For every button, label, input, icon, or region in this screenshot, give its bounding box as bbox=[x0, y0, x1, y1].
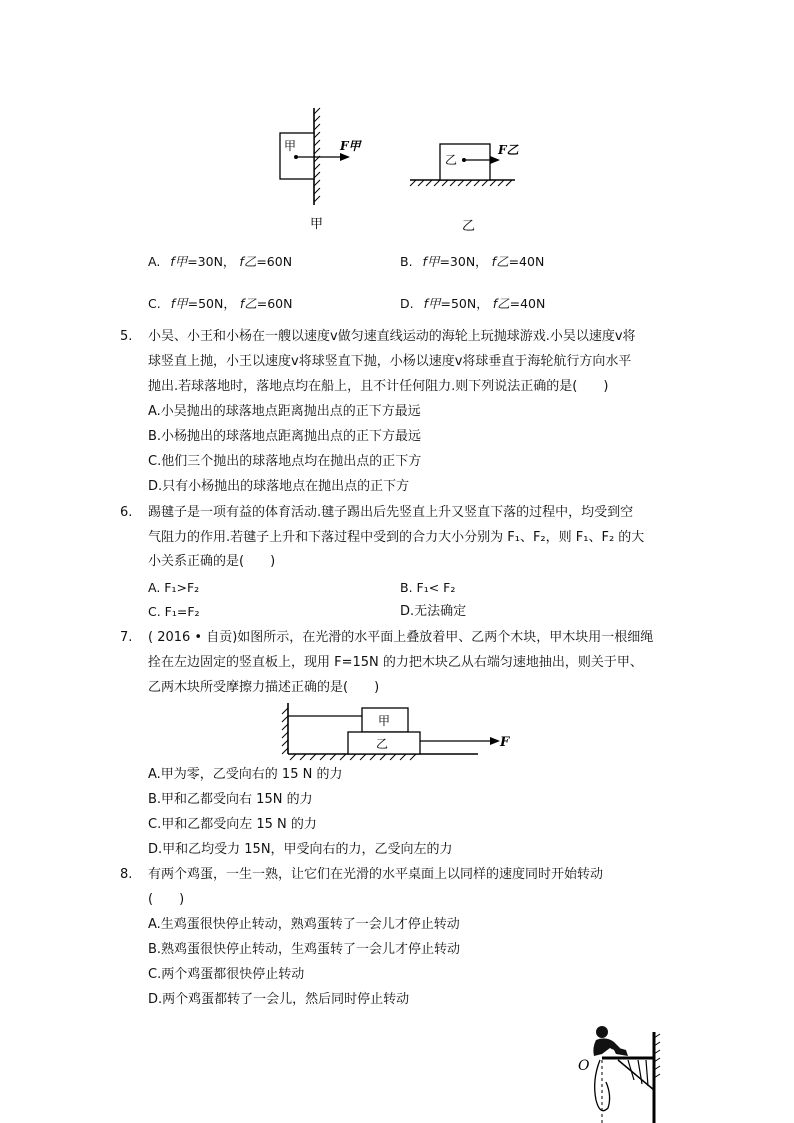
q6-option-d[interactable]: D.无法确定 bbox=[400, 604, 467, 619]
q7-option-d[interactable]: D.甲和乙均受力 15N，甲受向右的力，乙受向左的力 bbox=[148, 842, 453, 857]
q6-option-c[interactable]: C. F₁=F₂ bbox=[148, 604, 200, 619]
block-jia-label: 甲 bbox=[284, 139, 297, 153]
q8-option-a[interactable]: A.生鸡蛋很快停止转动，熟鸡蛋转了一会儿才停止转动 bbox=[148, 917, 460, 932]
f-yi: f乙 bbox=[492, 296, 510, 311]
f-jia: f甲 bbox=[422, 254, 440, 269]
q6-stem-line2: 气阻力的作用.若毽子上升和下落过程中受到的合力大小分别为 F₁、F₂，则 F₁、F₂ 的大 bbox=[148, 530, 645, 545]
f-yi: f乙 bbox=[239, 254, 257, 269]
q7-number: 7. bbox=[120, 630, 133, 645]
block-yi-label: 乙 bbox=[445, 153, 458, 167]
q6-stem-line1: 踢毽子是一项有益的体育活动.毽子踢出后先竖直上升又竖直下落的过程中，均受到空 bbox=[148, 505, 634, 520]
q4-option-a[interactable]: A. f甲=30N， f乙=60N bbox=[148, 254, 293, 269]
q6-option-a[interactable]: A. F₁>F₂ bbox=[148, 580, 200, 595]
q6-number: 6. bbox=[120, 505, 133, 520]
f-jia: f甲 bbox=[170, 254, 188, 269]
block-yi-bottom-label: 乙 bbox=[376, 737, 389, 751]
q7-option-b[interactable]: B.甲和乙都受向右 15N 的力 bbox=[148, 792, 313, 807]
q7-stem-line3: 乙两木块所受摩擦力描述正确的是( ) bbox=[148, 680, 380, 695]
stacked-blocks-figure bbox=[278, 700, 518, 762]
q8-option-d[interactable]: D.两个鸡蛋都转了一会儿，然后同时停止转动 bbox=[148, 992, 410, 1007]
q4-option-d[interactable]: D. f甲=50N， f乙=40N bbox=[400, 296, 546, 311]
q5-option-a[interactable]: A.小吴抛出的球落地点距离抛出点的正下方最远 bbox=[148, 404, 421, 419]
q7-option-a[interactable]: A.甲为零，乙受向右的 15 N 的力 bbox=[148, 767, 343, 782]
q8-number: 8. bbox=[120, 867, 133, 882]
friction-figure-top bbox=[270, 100, 530, 235]
q5-option-d[interactable]: D.只有小杨抛出的球落地点在抛出点的正下方 bbox=[148, 479, 410, 494]
caption-yi: 乙 bbox=[462, 219, 476, 234]
q8-option-b[interactable]: B.熟鸡蛋很快停止转动，生鸡蛋转了一会儿才停止转动 bbox=[148, 942, 461, 957]
q5-stem-line2: 球竖直上抛，小王以速度v将球竖直下抛，小杨以速度v将球垂直于海轮航行方向水平 bbox=[148, 354, 632, 369]
q8-option-c[interactable]: C.两个鸡蛋都很快停止转动 bbox=[148, 967, 305, 982]
q7-stem-line2: 拴在左边固定的竖直板上，现用 F=15N 的力把木块乙从右端匀速地抽出，则关于甲、 bbox=[148, 655, 643, 670]
force-f-label: F bbox=[500, 735, 510, 750]
jumper-figure bbox=[572, 1020, 672, 1123]
block-jia-top-label: 甲 bbox=[378, 714, 391, 728]
q8-stem-line2: ( ) bbox=[148, 892, 185, 907]
q7-stem-line1: ( 2016 • 自贡)如图所示，在光滑的水平面上叠放着甲、乙两个木块，甲木块用一根细绳 bbox=[148, 630, 654, 645]
f-yi: f乙 bbox=[239, 296, 257, 311]
force-jia-label: F甲 bbox=[340, 139, 361, 153]
force-yi-label: F乙 bbox=[498, 143, 519, 157]
q4-option-c[interactable]: C. f甲=50N， f乙=60N bbox=[148, 296, 293, 311]
f-yi: f乙 bbox=[491, 254, 509, 269]
q6-option-b[interactable]: B. F₁< F₂ bbox=[400, 580, 456, 595]
q5-stem-line3: 抛出.若球落地时，落地点均在船上，且不计任何阻力.则下列说法正确的是( ) bbox=[148, 379, 609, 394]
q5-option-b[interactable]: B.小杨抛出的球落地点距离抛出点的正下方最远 bbox=[148, 429, 422, 444]
caption-jia: 甲 bbox=[310, 217, 324, 232]
q8-stem-line1: 有两个鸡蛋，一生一熟，让它们在光滑的水平桌面上以同样的速度同时开始转动 bbox=[148, 867, 604, 882]
point-o-label: O bbox=[578, 1058, 590, 1074]
q7-option-c[interactable]: C.甲和乙都受向左 15 N 的力 bbox=[148, 817, 317, 832]
q5-number: 5. bbox=[120, 329, 133, 344]
f-jia: f甲 bbox=[170, 296, 188, 311]
q6-stem-line3: 小关系正确的是( ) bbox=[148, 554, 276, 569]
f-jia: f甲 bbox=[423, 296, 441, 311]
q4-option-b[interactable]: B. f甲=30N， f乙=40N bbox=[400, 254, 545, 269]
q5-stem-line1: 小吴、小王和小杨在一艘以速度v做匀速直线运动的海轮上玩抛球游戏.小吴以速度v将 bbox=[148, 329, 636, 344]
q5-option-c[interactable]: C.他们三个抛出的球落地点均在抛出点的正下方 bbox=[148, 454, 422, 469]
